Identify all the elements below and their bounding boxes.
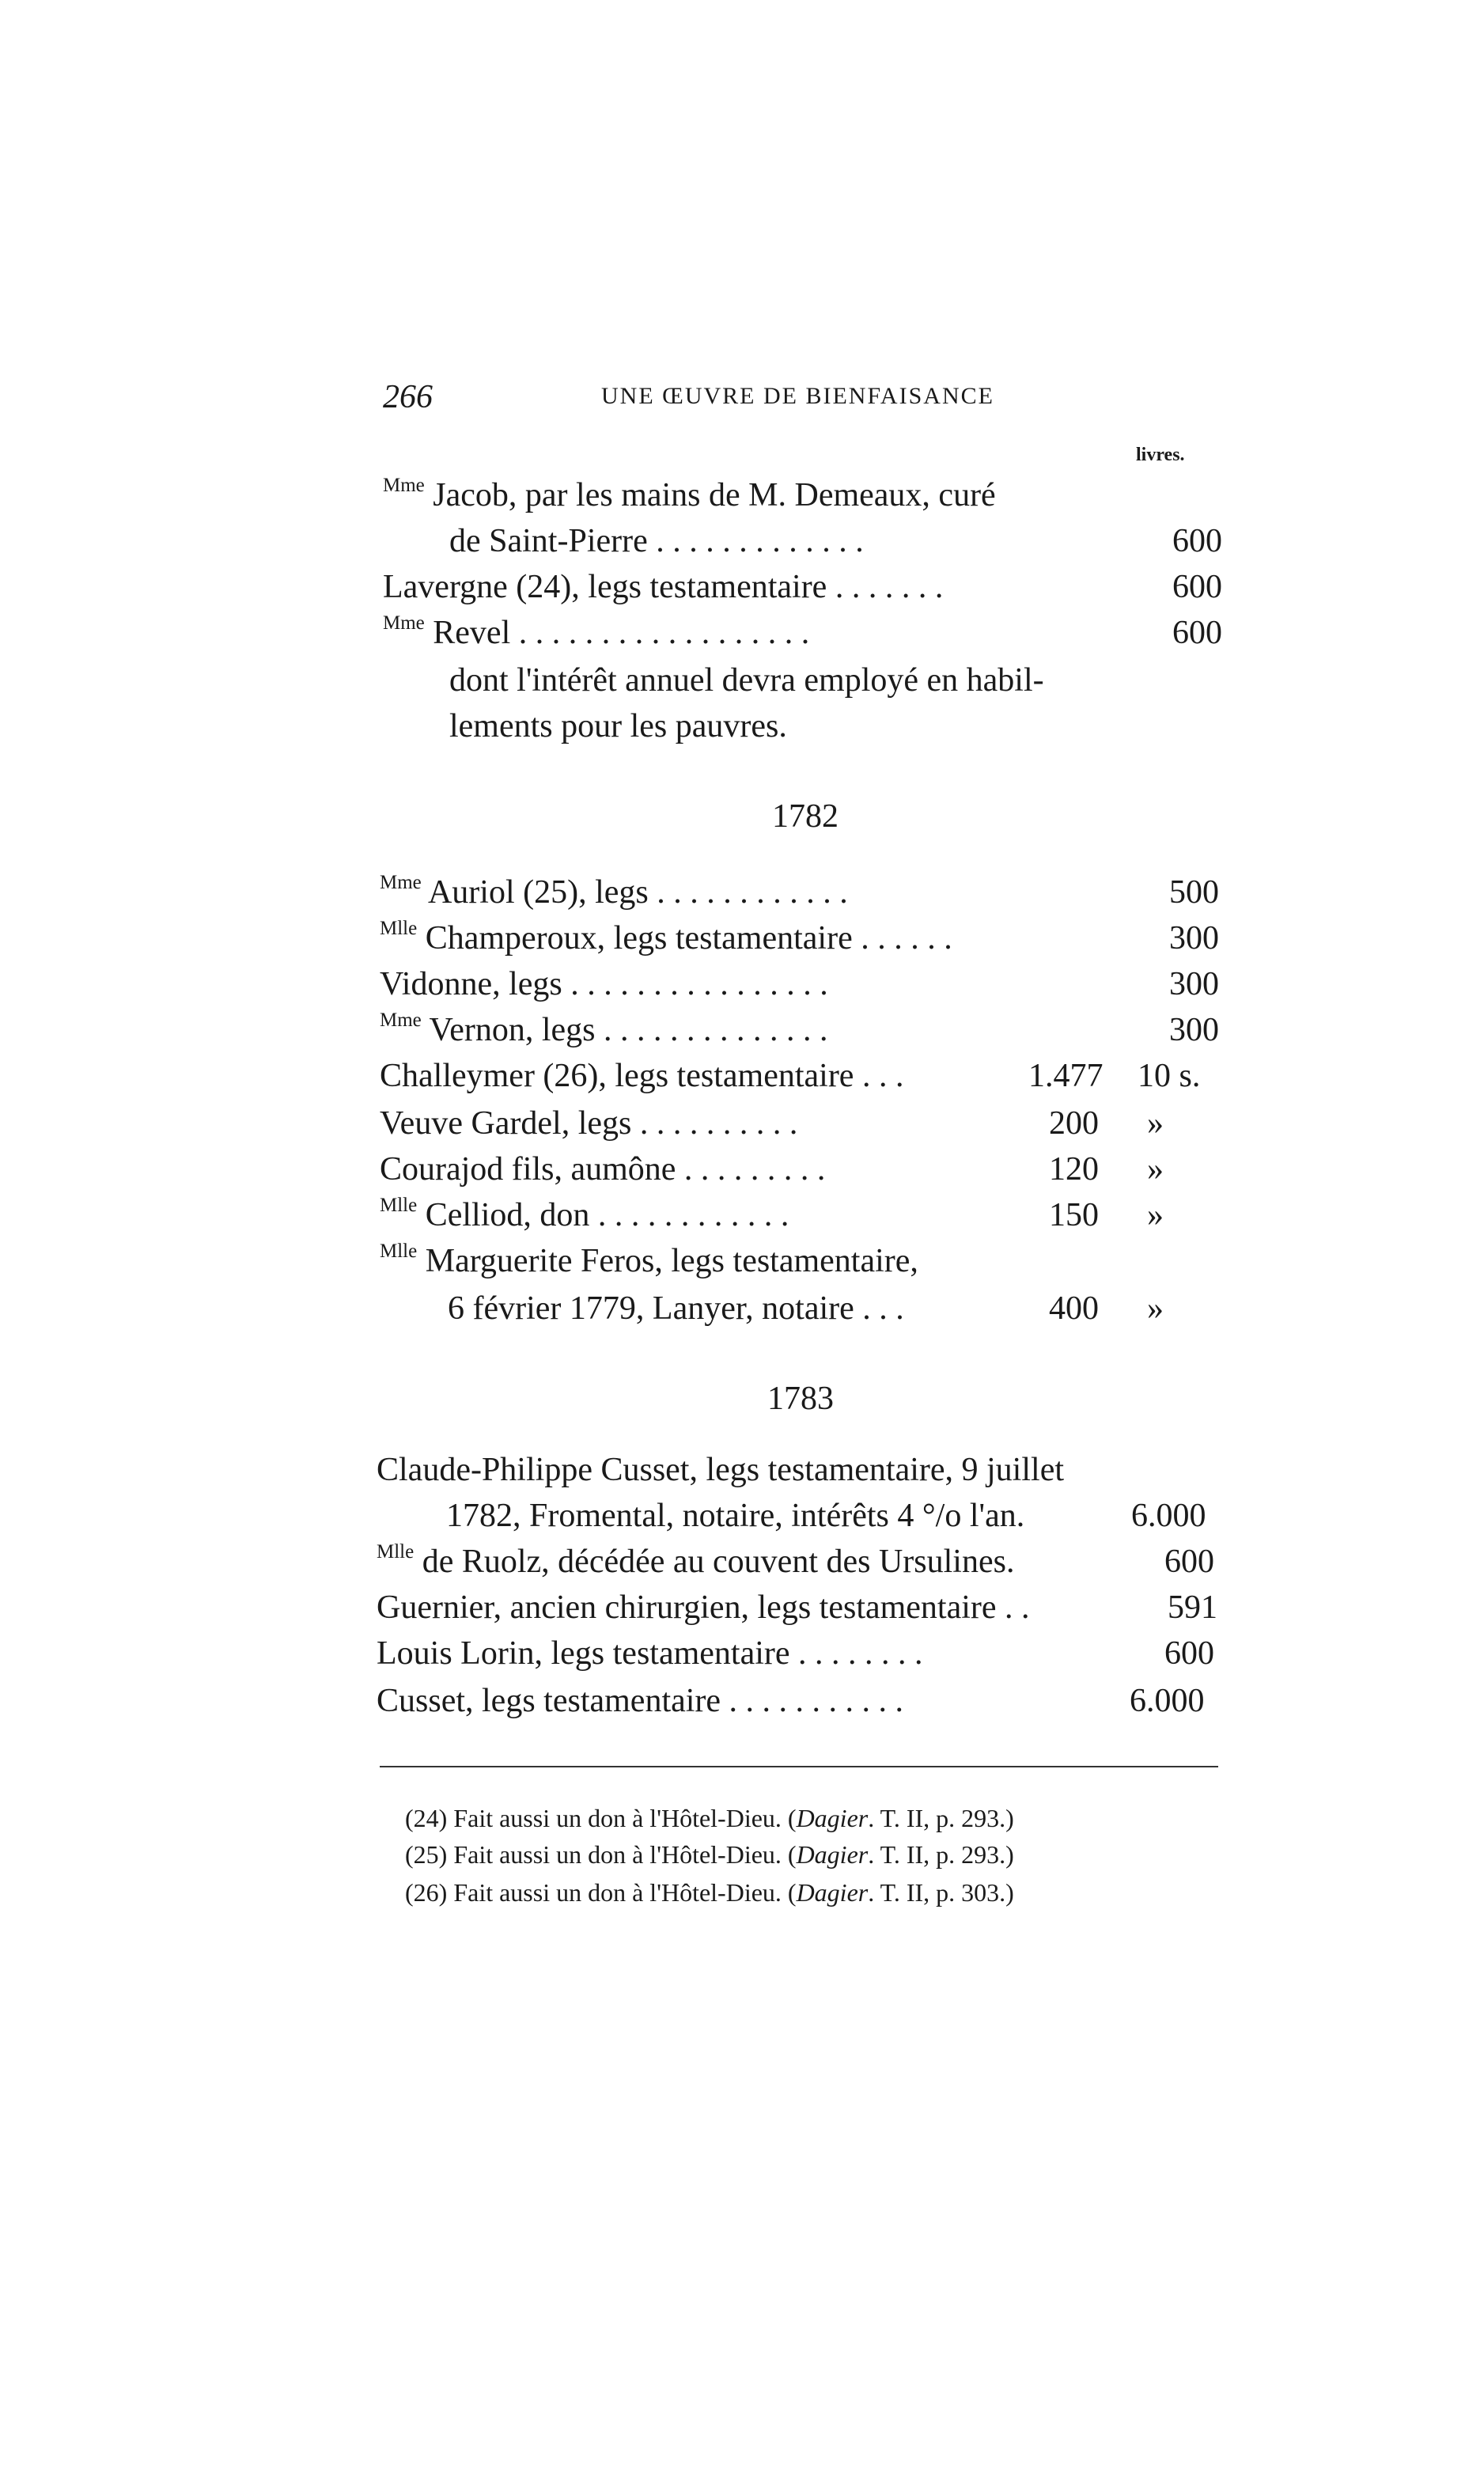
list-item bbox=[380, 1147, 1234, 1191]
section-year: 1782 bbox=[772, 798, 839, 835]
amount: 400 bbox=[1049, 1290, 1099, 1327]
entry-text: Louis Lorin, legs testamentaire . . . . . . . . bbox=[377, 1635, 923, 1672]
list-item bbox=[380, 1008, 1226, 1052]
list-item bbox=[377, 1540, 1226, 1584]
amount: 600 bbox=[1172, 523, 1222, 559]
amount: 6.000 bbox=[1131, 1498, 1206, 1534]
entry-text: lements pour les pauvres. bbox=[449, 708, 787, 744]
footnote-ref: . T. II, p. 303.) bbox=[868, 1878, 1014, 1907]
list-item bbox=[383, 611, 1226, 655]
amount: 120 bbox=[1049, 1151, 1099, 1188]
list-item bbox=[446, 1494, 1226, 1538]
amount: 600 bbox=[1164, 1635, 1214, 1672]
honorific: Mme bbox=[380, 872, 422, 893]
honorific: Mlle bbox=[380, 1195, 418, 1216]
honorific: Mme bbox=[383, 612, 425, 634]
footnote-divider bbox=[380, 1766, 1218, 1767]
amount: 1.477 bbox=[1028, 1058, 1104, 1094]
amount: 600 bbox=[1172, 615, 1222, 651]
entry-text: Celliod, don . . . . . . . . . . . . bbox=[417, 1197, 789, 1233]
column-header-livres: livres. bbox=[1136, 445, 1185, 465]
entry-text: Challeymer (26), legs testamentaire . . . bbox=[380, 1058, 904, 1094]
footnote bbox=[405, 1801, 1014, 1835]
footnote bbox=[405, 1875, 1014, 1910]
list-item bbox=[383, 565, 1226, 609]
amount: 200 bbox=[1049, 1105, 1099, 1142]
honorific: Mlle bbox=[380, 918, 418, 939]
list-item bbox=[380, 1101, 1234, 1146]
entry-text: Marguerite Feros, legs testamentaire, bbox=[417, 1243, 918, 1279]
footnote-ref: . T. II, p. 293.) bbox=[868, 1840, 1014, 1869]
list-item bbox=[377, 1585, 1226, 1630]
entry-text: Jacob, par les mains de M. Demeaux, curé bbox=[424, 477, 996, 513]
entry-text: Guernier, ancien chirurgien, legs testamentaire . . bbox=[377, 1589, 1030, 1626]
entry-text: Auriol (25), legs . . . . . . . . . . . . bbox=[421, 874, 848, 911]
footnote-text: (25) Fait aussi un don à l'Hôtel-Dieu. ( bbox=[405, 1840, 797, 1869]
entry-text: de Saint-Pierre . . . . . . . . . . . . . bbox=[449, 523, 864, 559]
honorific: Mme bbox=[383, 475, 425, 496]
footnote-text: (26) Fait aussi un don à l'Hôtel-Dieu. ( bbox=[405, 1878, 797, 1907]
amount: 591 bbox=[1168, 1589, 1217, 1626]
entry-text: Claude-Philippe Cusset, legs testamentaire, 9 juillet bbox=[377, 1452, 1064, 1488]
amount: 150 bbox=[1049, 1197, 1099, 1233]
unit: » bbox=[1147, 1290, 1164, 1327]
list-item bbox=[380, 1054, 1234, 1098]
running-title: UNE ŒUVRE DE BIENFAISANCE bbox=[601, 383, 994, 409]
entry-text: Vernon, legs . . . . . . . . . . . . . . bbox=[421, 1012, 828, 1048]
list-item bbox=[377, 1631, 1226, 1676]
footnote-source: Dagier bbox=[796, 1840, 869, 1869]
list-item bbox=[380, 1193, 1234, 1237]
entry-text: Revel . . . . . . . . . . . . . . . . . . bbox=[424, 615, 810, 651]
list-item bbox=[448, 1286, 1234, 1331]
honorific: Mme bbox=[380, 1010, 422, 1031]
amount: 600 bbox=[1164, 1544, 1214, 1580]
entry-text: Courajod fils, aumône . . . . . . . . . bbox=[380, 1151, 826, 1188]
entry-text: Cusset, legs testamentaire . . . . . . . . . . . bbox=[377, 1683, 904, 1719]
list-item bbox=[380, 962, 1226, 1006]
footnote-ref: . T. II, p. 293.) bbox=[868, 1804, 1014, 1832]
amount: 300 bbox=[1169, 920, 1219, 956]
unit: » bbox=[1147, 1151, 1164, 1188]
footnote-text: (24) Fait aussi un don à l'Hôtel-Dieu. ( bbox=[405, 1804, 797, 1832]
entry-text: Veuve Gardel, legs . . . . . . . . . . bbox=[380, 1105, 798, 1142]
section-year: 1783 bbox=[767, 1381, 834, 1417]
entry-text: 1782, Fromental, notaire, intérêts 4 °/o l'an. bbox=[446, 1498, 1025, 1534]
amount: 500 bbox=[1169, 874, 1219, 911]
list-item bbox=[380, 916, 1226, 960]
amount: 600 bbox=[1172, 569, 1222, 605]
amount: 300 bbox=[1169, 966, 1219, 1002]
entry-text: Champeroux, legs testamentaire . . . . . . bbox=[417, 920, 952, 956]
list-item bbox=[380, 870, 1226, 915]
unit: » bbox=[1147, 1197, 1164, 1233]
unit: 10 s. bbox=[1138, 1058, 1201, 1094]
entry-text: Lavergne (24), legs testamentaire . . . . . . . bbox=[383, 569, 944, 605]
unit: » bbox=[1147, 1105, 1164, 1142]
honorific: Mlle bbox=[377, 1541, 415, 1563]
amount: 6.000 bbox=[1130, 1683, 1205, 1719]
entry-text: de Ruolz, décédée au couvent des Ursulines. bbox=[414, 1544, 1015, 1580]
honorific: Mlle bbox=[380, 1241, 418, 1262]
list-item bbox=[449, 519, 1226, 563]
entry-text: dont l'intérêt annuel devra employé en habil- bbox=[449, 662, 1044, 699]
footnote-source: Dagier bbox=[796, 1878, 869, 1907]
footnote-source: Dagier bbox=[796, 1804, 869, 1832]
amount: 300 bbox=[1169, 1012, 1219, 1048]
entry-text: 6 février 1779, Lanyer, notaire . . . bbox=[448, 1290, 904, 1327]
footnote bbox=[405, 1837, 1014, 1872]
page-header bbox=[383, 378, 1229, 426]
list-item bbox=[377, 1679, 1226, 1723]
page-number: 266 bbox=[383, 379, 433, 415]
entry-text: Vidonne, legs . . . . . . . . . . . . . . . . bbox=[380, 966, 828, 1002]
